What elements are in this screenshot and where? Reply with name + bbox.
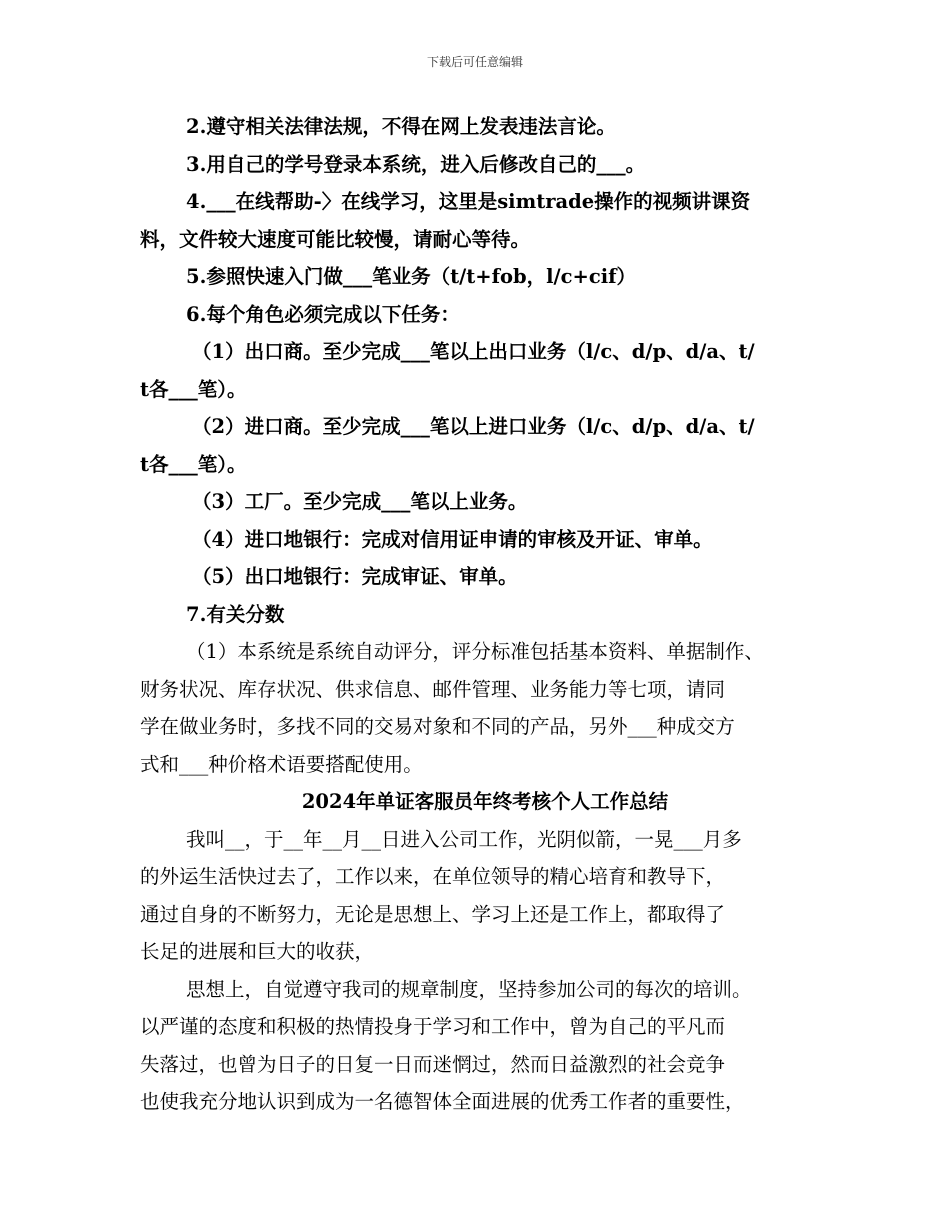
text-line: 学在做业务时，多找不同的交易对象和不同的产品，另外___种成交方 xyxy=(140,715,735,738)
text-line: 失落过，也曾为日子的日复一日而迷惘过，然而日益激烈的社会竞争 xyxy=(140,1052,726,1076)
text-line: （5）出口地银行：完成审证、审单。 xyxy=(192,565,518,588)
text-line: 3.用自己的学号登录本系统，进入后修改自己的___。 xyxy=(186,152,646,176)
text-line: 5.参照快速入门做___笔业务（t/t+fob，l/c+cif） xyxy=(186,265,637,288)
text-line: 式和___种价格术语要搭配使用。 xyxy=(140,752,423,776)
document-body xyxy=(140,108,830,1121)
text-line: 我叫__，于__年__月__日进入公司工作，光阴似箭，一晃___月多 xyxy=(186,827,742,851)
section-title: 2024年单证客服员年终考核个人工作总结 xyxy=(301,790,669,813)
text-line: 思想上，自觉遵守我司的规章制度，坚持参加公司的每次的培训。 xyxy=(186,977,752,1001)
text-line: t各___笔）。 xyxy=(140,377,247,401)
text-line: 2.遵守相关法律法规，不得在网上发表违法言论。 xyxy=(186,115,616,138)
text-line: 的外运生活快过去了，工作以来，在单位领导的精心培育和教导下， xyxy=(140,865,726,888)
text-line: 也使我充分地认识到成为一名德智体全面进展的优秀工作者的重要性， xyxy=(140,1090,745,1113)
text-line: 4.___在线帮助-〉在线学习，这里是simtrade操作的视频讲课资 xyxy=(186,190,751,213)
text-line: 以严谨的态度和积极的热情投身于学习和工作中，曾为自己的平凡而 xyxy=(140,1015,726,1038)
text-line: （3）工厂。至少完成___笔以上业务。 xyxy=(192,490,528,513)
text-line: （1）出口商。至少完成___笔以上出口业务（l/c、d/p、d/a、t/ xyxy=(192,340,755,363)
text-line: t各___笔）。 xyxy=(140,452,247,476)
text-line: 通过自身的不断努力，无论是思想上、学习上还是工作上，都取得了 xyxy=(140,902,726,926)
page-header: 下载后可任意编辑 xyxy=(426,55,523,69)
text-line: 6.每个角色必须完成以下任务： xyxy=(186,302,460,326)
text-line: （1）本系统是系统自动评分，评分标准包括基本资料、单据制作、 xyxy=(186,640,764,663)
text-line: （4）进口地银行：完成对信用证申请的审核及开证、审单。 xyxy=(192,527,713,551)
text-line: 料，文件较大速度可能比较慢，请耐心等待。 xyxy=(140,227,531,251)
text-line: 财务状况、库存状况、供求信息、邮件管理、业务能力等七项，请同 xyxy=(140,677,726,701)
text-line: 长足的进展和巨大的收获， xyxy=(140,940,375,963)
text-line: （2）进口商。至少完成___笔以上进口业务（l/c、d/p、d/a、t/ xyxy=(192,415,755,438)
text-line: 7.有关分数 xyxy=(186,602,285,626)
